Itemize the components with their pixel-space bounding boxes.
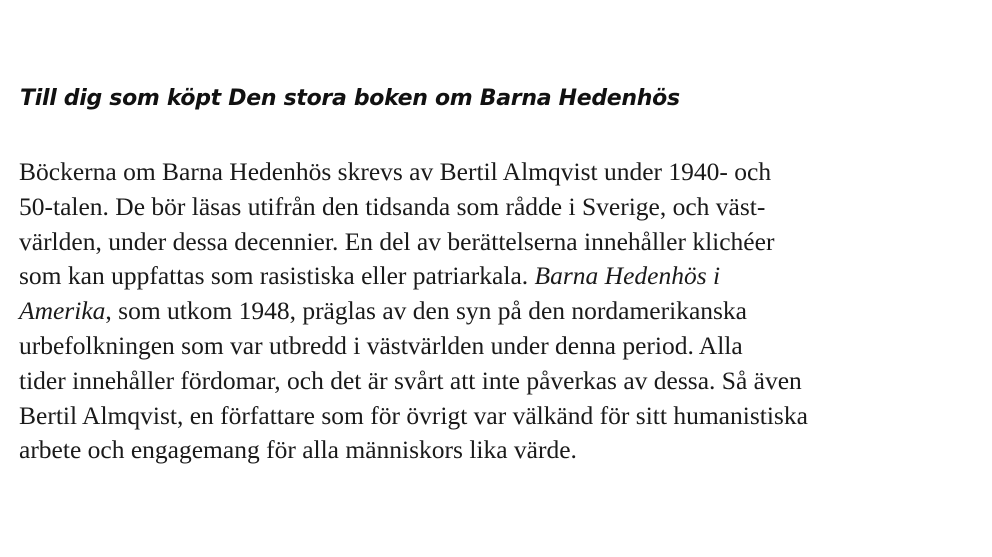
text-run: Böckerna om Barna Hedenhös skrevs av Bertil Almqvist under 1940- och [19, 157, 772, 186]
notice-paragraph [19, 155, 808, 468]
text-run: , som utkom 1948, präglas av den syn på den nordamerikanska [105, 296, 747, 326]
paragraph-line [19, 399, 808, 434]
notice-heading: Till dig som köpt Den stora boken om Barna Hedenhös [20, 86, 680, 111]
paragraph-line [19, 225, 808, 260]
paragraph-line [19, 294, 808, 329]
text-run: urbefolkningen som var utbredd i västvärlden under denna period. Alla [19, 330, 743, 360]
paragraph-line [19, 155, 808, 190]
paragraph-line [19, 364, 808, 399]
paragraph-line [19, 259, 808, 294]
text-run: tider innehåller fördomar, och det är svårt att inte påverkas av dessa. Så även [19, 365, 802, 395]
book-title: Amerika [19, 296, 106, 326]
text-run: världen, under dessa decennier. En del av berättelserna innehåller klichéer [19, 226, 775, 256]
text-run: 50-talen. De bör läsas utifrån den tidsanda som rådde i Sverige, och väst- [19, 191, 766, 221]
book-title: Barna Hedenhös i [534, 261, 721, 291]
text-run: arbete och engagemang för alla människors lika värde. [19, 435, 577, 465]
text-run: som kan uppfattas som rasistiska eller patriarkala. [19, 261, 535, 291]
paragraph-line [19, 190, 808, 225]
text-run: Bertil Almqvist, en författare som för övrigt var välkänd för sitt humanistiska [19, 400, 808, 430]
paragraph-line [19, 329, 808, 364]
paragraph-line [19, 433, 808, 468]
